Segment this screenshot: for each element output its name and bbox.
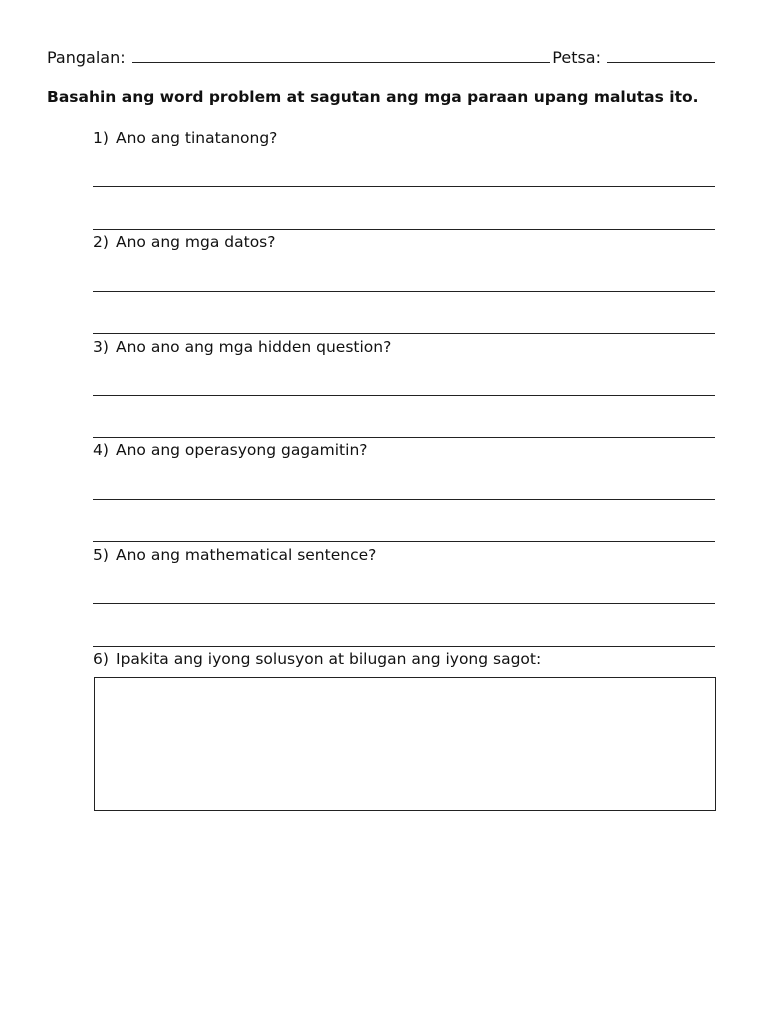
question-number: 1)	[93, 129, 109, 147]
question-text: Ano ang operasyong gagamitin?	[116, 441, 368, 459]
name-label: Pangalan:	[47, 48, 126, 67]
question-number: 6)	[93, 650, 109, 668]
answer-line-2b[interactable]	[93, 333, 715, 334]
question-4	[93, 441, 715, 459]
question-1	[93, 129, 715, 147]
date-field-line[interactable]	[607, 62, 715, 63]
question-6	[93, 650, 715, 668]
answer-line-1a[interactable]	[93, 186, 715, 187]
answer-line-1b[interactable]	[93, 229, 715, 230]
answer-line-5a[interactable]	[93, 603, 715, 604]
header-row	[47, 45, 715, 67]
answer-line-3b[interactable]	[93, 437, 715, 438]
name-field-line[interactable]	[132, 62, 551, 63]
question-number: 2)	[93, 233, 109, 251]
question-number: 3)	[93, 338, 109, 356]
date-label: Petsa:	[552, 48, 601, 67]
answer-line-4a[interactable]	[93, 499, 715, 500]
solution-box[interactable]	[94, 677, 716, 811]
question-number: 5)	[93, 546, 109, 564]
question-text: Ipakita ang iyong solusyon at bilugan ang iyong sagot:	[116, 650, 542, 668]
answer-line-5b[interactable]	[93, 646, 715, 647]
question-2	[93, 233, 715, 251]
answer-line-2a[interactable]	[93, 291, 715, 292]
question-text: Ano ang mathematical sentence?	[116, 546, 377, 564]
question-5	[93, 546, 715, 564]
question-3	[93, 338, 715, 356]
answer-line-4b[interactable]	[93, 541, 715, 542]
instructions: Basahin ang word problem at sagutan ang mga paraan upang malutas ito.	[47, 88, 699, 106]
question-text: Ano ang tinatanong?	[116, 129, 278, 147]
question-text: Ano ano ang mga hidden question?	[116, 338, 392, 356]
question-number: 4)	[93, 441, 109, 459]
question-text: Ano ang mga datos?	[116, 233, 276, 251]
answer-line-3a[interactable]	[93, 395, 715, 396]
